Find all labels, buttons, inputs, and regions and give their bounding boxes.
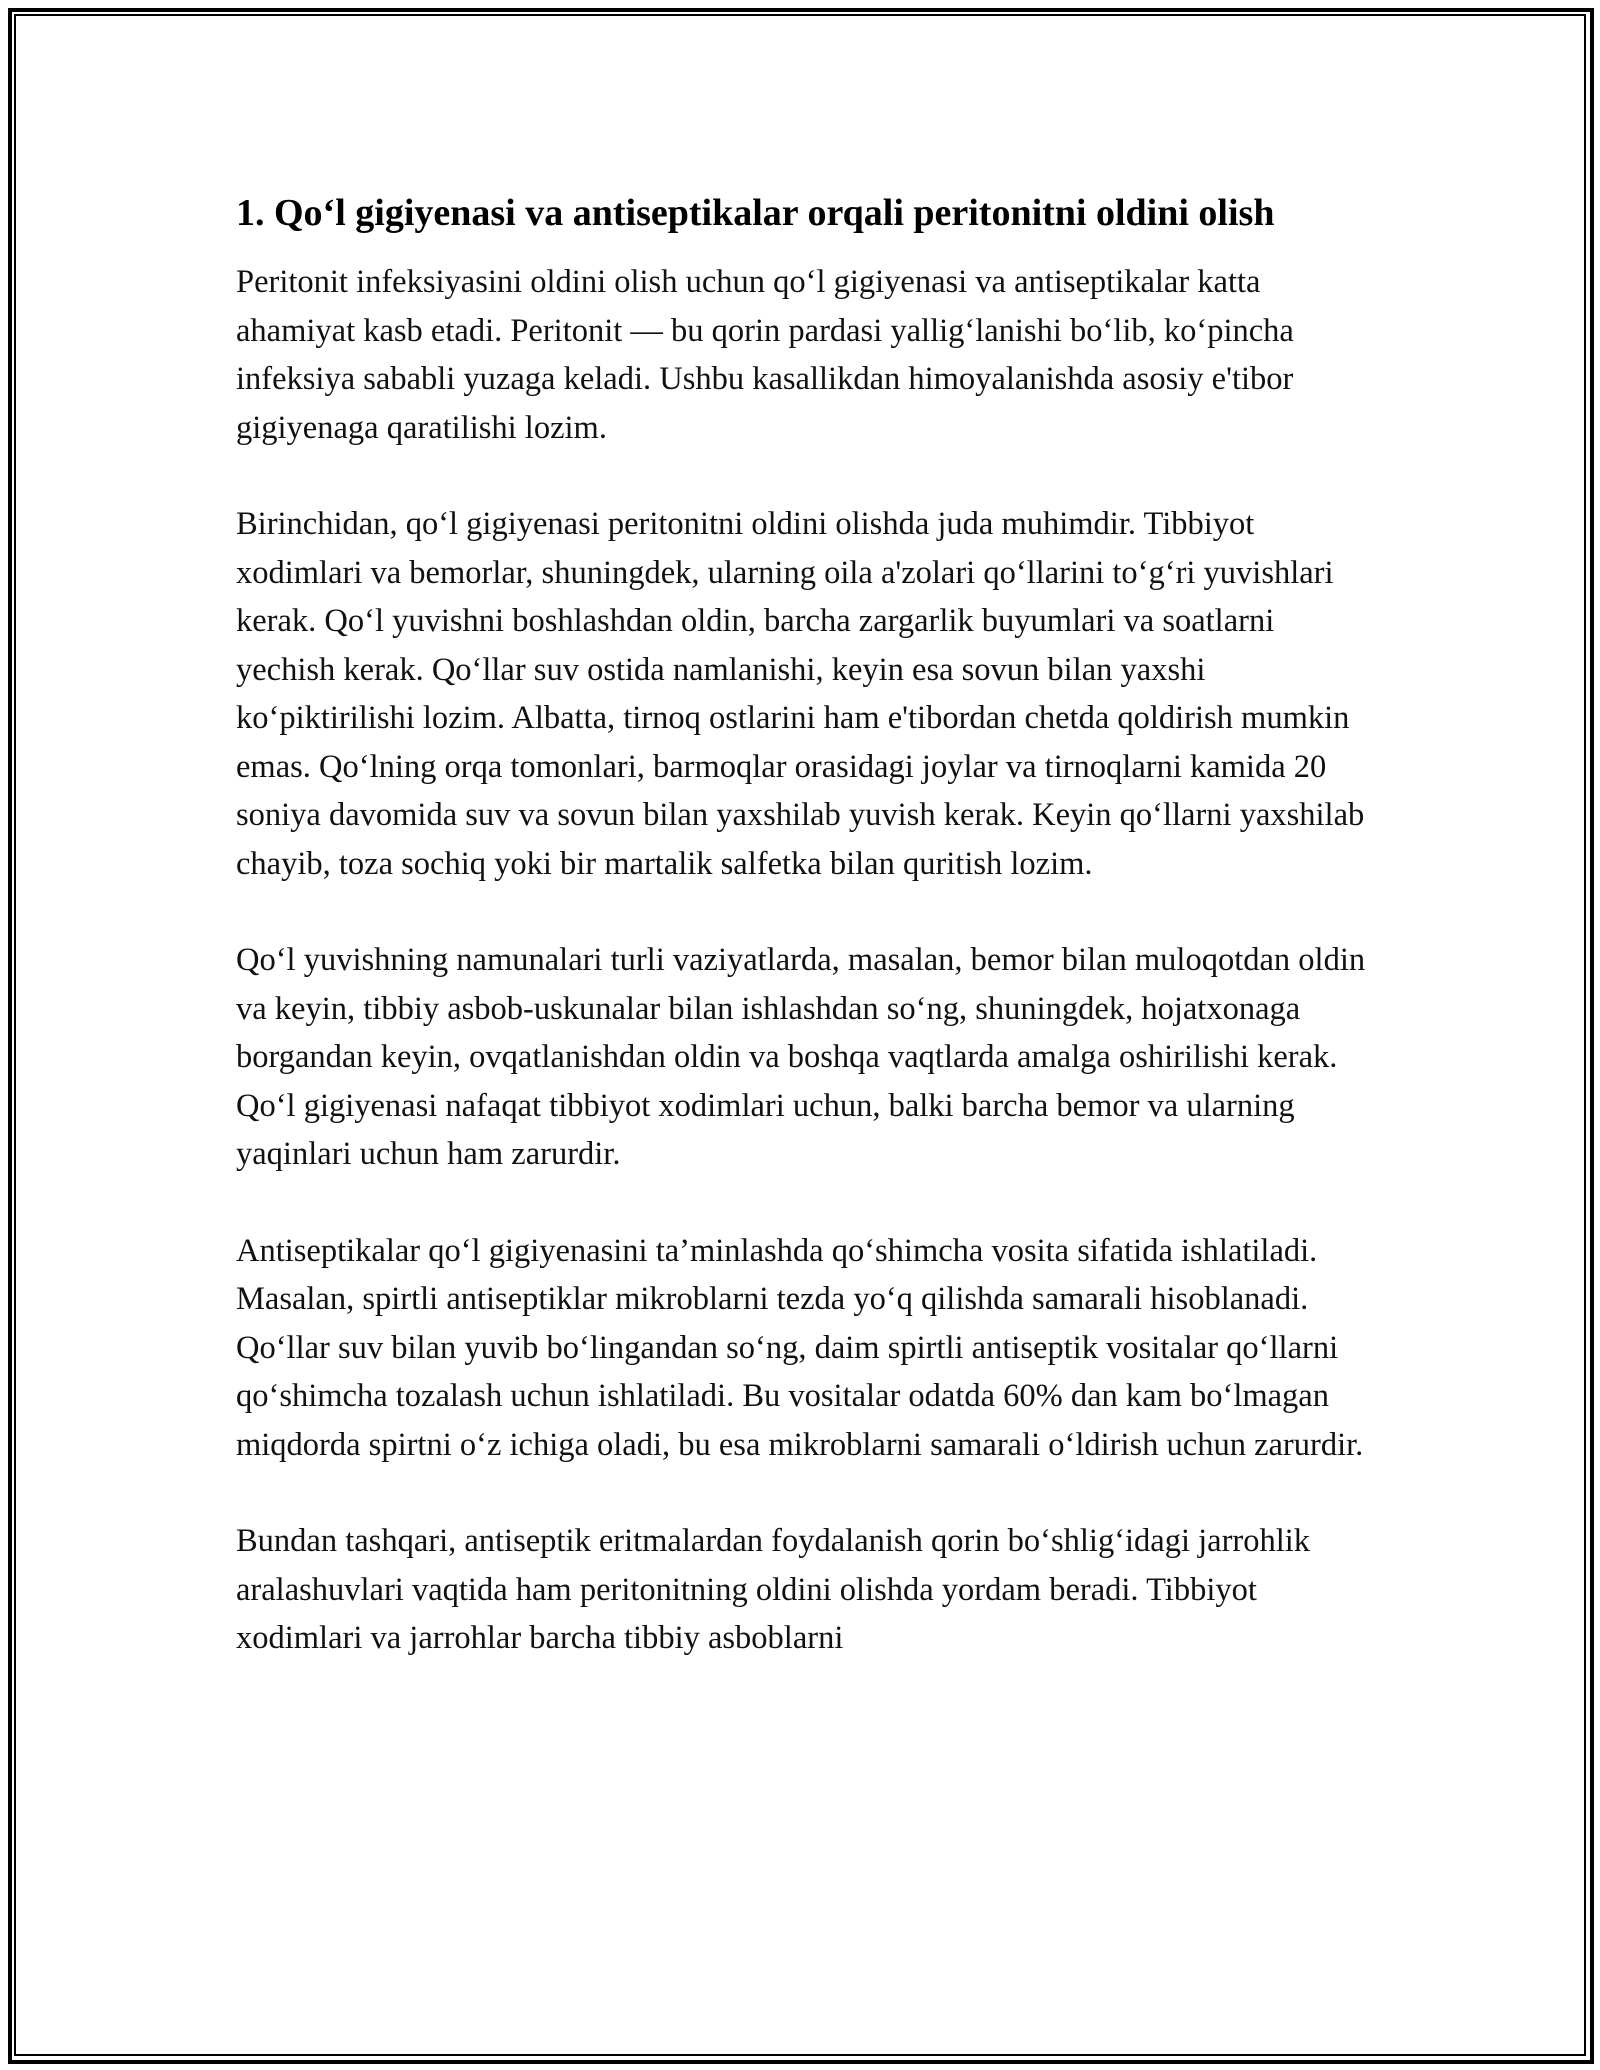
section-heading: 1. Qo‘l gigiyenasi va antiseptikalar orqali peritonitni oldini olish: [236, 192, 1275, 234]
paragraph-hand-washing: Birinchidan, qo‘l gigiyenasi peritonitni oldini olishda juda muhimdir. Tibbiyot xodimlari va bemorlar, shuningdek, ularning oila a'zolari qo‘llarini to‘g‘ri yuvishlari kerak. Qo‘l yuvishni boshlashdan oldin, barcha zargarlik buyumlari va soatlarni yechish kerak. Qo‘llar suv ostida namlanishi, keyin esa sovun bilan yaxshi ko‘piktirilishi lozim. Albatta, tirnoq ostlarini ham e'tibordan chetda qoldirish mumkin emas. Qo‘lning orqa tomonlari, barmoqlar orasidagi joylar va tirnoqlarni kamida 20 soniya davomida suv va sovun bilan yaxshilab yuvish kerak. Keyin qo‘llarni yaxshilab chayib, toza sochiq yoki bir martalik salfetka bilan quritish lozim.: [236, 506, 1365, 882]
paragraph-antiseptics: Antiseptikalar qo‘l gigiyenasini ta’minlashda qo‘shimcha vosita sifatida ishlatiladi. Masalan, spirtli antiseptiklar mikroblarni tezda yo‘q qilishda samarali hisoblanadi. Qo‘llar suv bilan yuvib bo‘lingandan so‘ng, daim spirtli antiseptik vositalar qo‘llarni qo‘shimcha tozalash uchun ishlatiladi. Bu vositalar odatda 60% dan kam bo‘lmagan miqdorda spirtni o‘z ichiga oladi, bu esa mikroblarni samarali o‘ldirish uchun zarurdir.: [236, 1232, 1364, 1463]
paragraph-washing-situations: Qo‘l yuvishning namunalari turli vaziyatlarda, masalan, bemor bilan muloqotdan oldin va keyin, tibbiy asbob-uskunalar bilan ishlashdan so‘ng, shuningdek, hojatxonaga borgandan keyin, ovqatlanishdan oldin va boshqa vaqtlarda amalga oshirilishi kerak. Qo‘l gigiyenasi nafaqat tibbiyot xodimlari uchun, balki barcha bemor va ularning yaqinlari uchun ham zarurdir.: [236, 942, 1366, 1172]
paragraph-surgical-antiseptics: Bundan tashqari, antiseptik eritmalardan foydalanish qorin bo‘shlig‘idagi jarrohlik aralashuvlari vaqtida ham peritonitning oldini olishda yordam beradi. Tibbiyot xodimlari va jarrohlar barcha tibbiy asboblarni: [236, 1523, 1311, 1656]
paragraph-intro: Peritonit infeksiyasini oldini olish uchun qo‘l gigiyenasi va antiseptikalar katta ahamiyat kasb etadi. Peritonit — bu qorin pardasi yallig‘lanishi bo‘lib, ko‘pincha infeksiya sababli yuzaga keladi. Ushbu kasallikdan himoyalanishda asosiy e'tibor gigiyenaga qaratilishi lozim.: [236, 264, 1294, 446]
document-body: [236, 186, 1370, 1711]
